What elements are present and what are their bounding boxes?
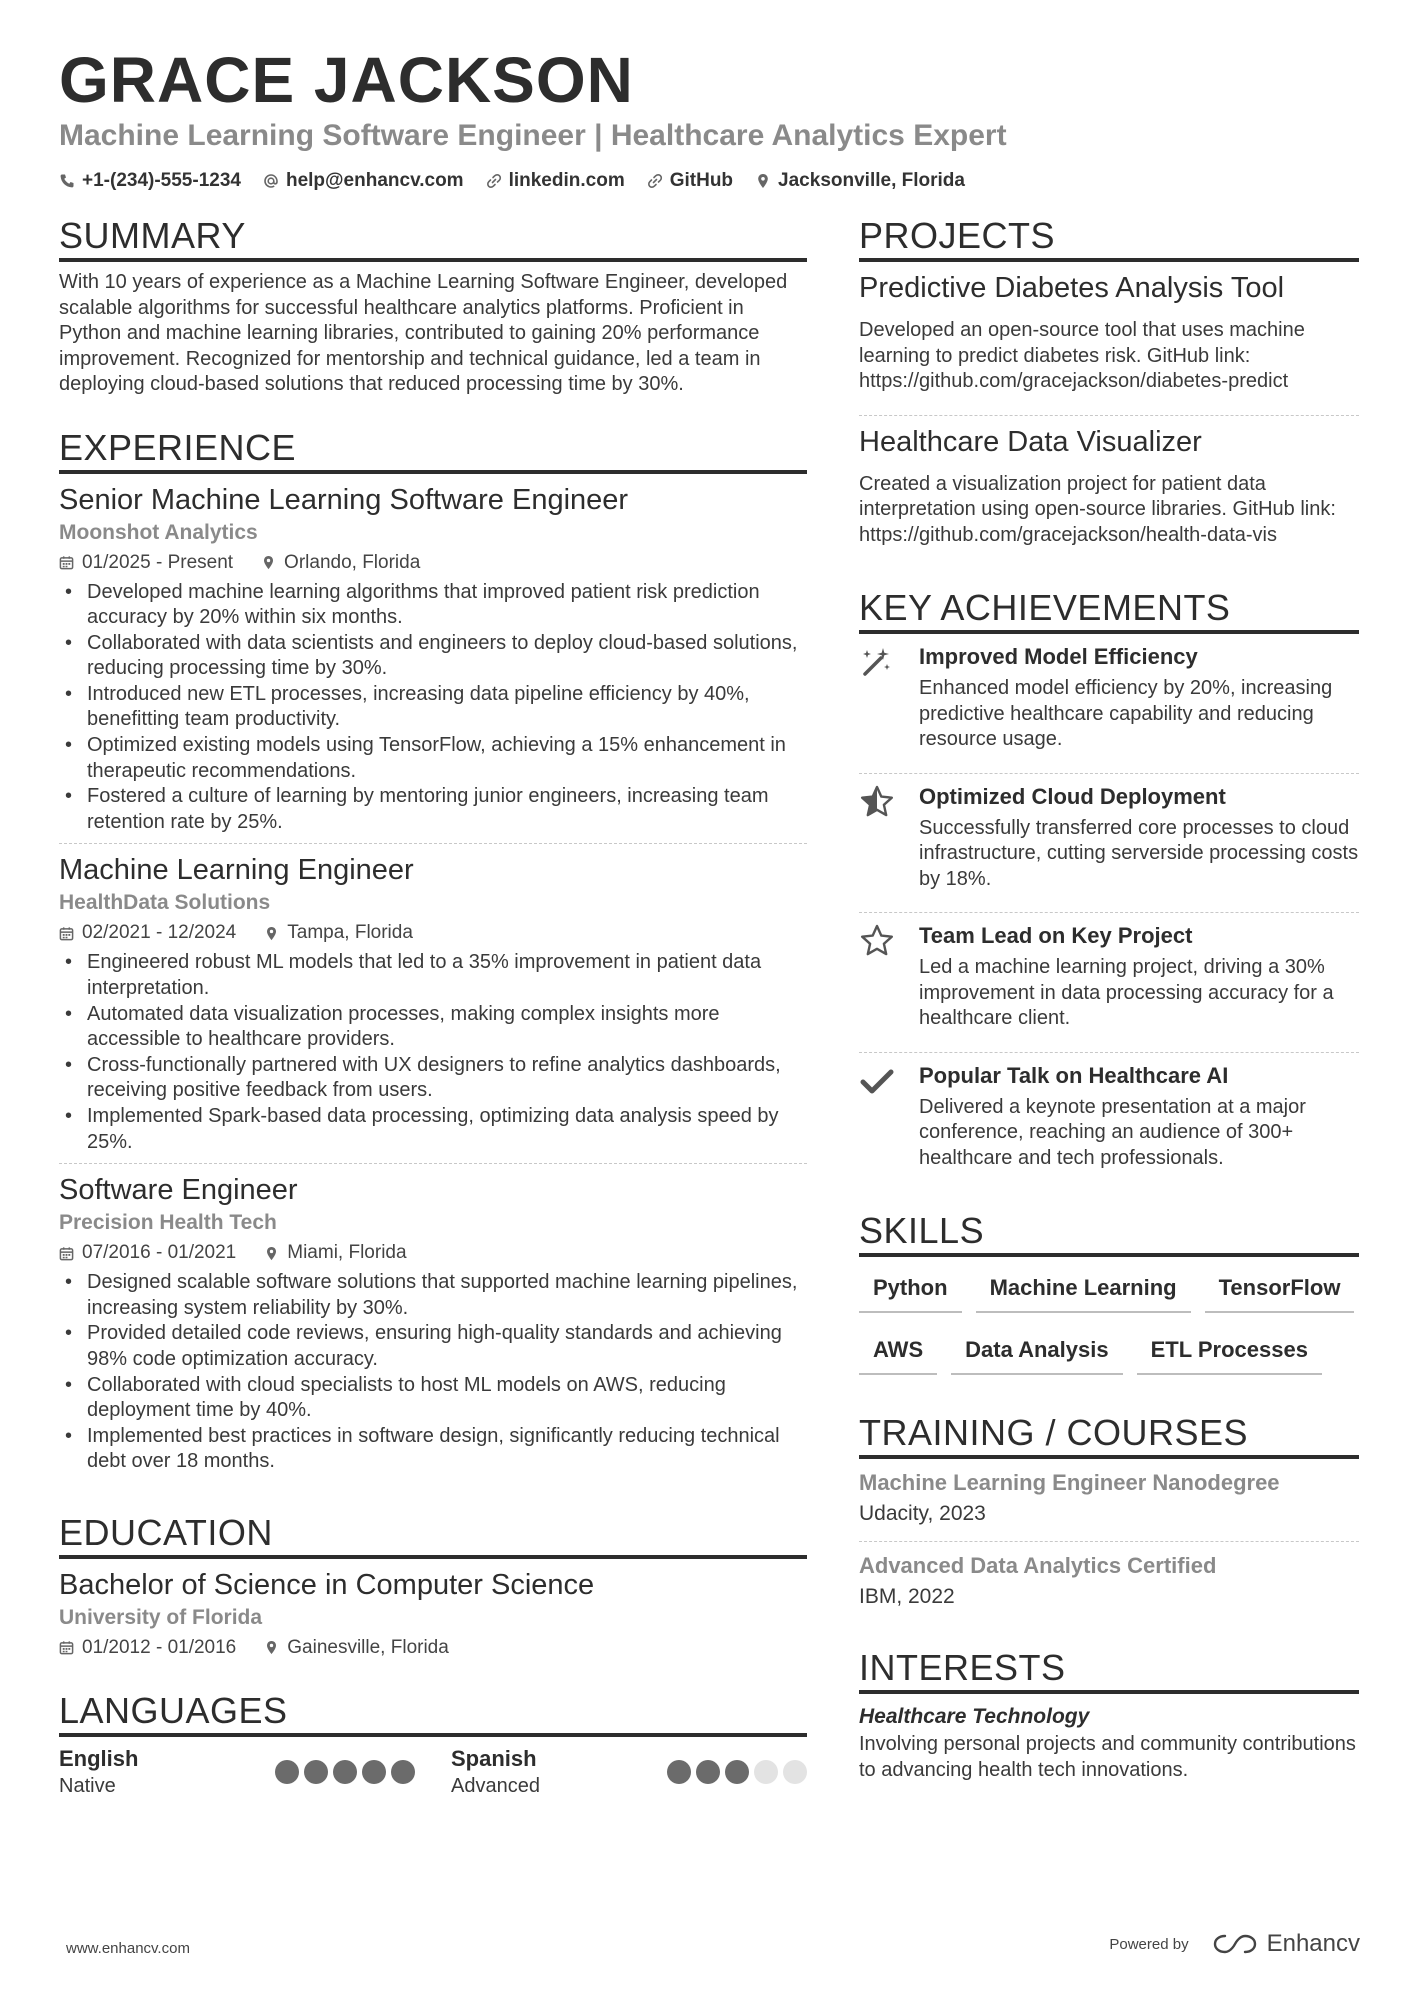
- job-bullet: • Collaborated with data scientists and engineers to deploy cloud-based solutions, reducing processing time by 30%.: [59, 631, 807, 682]
- star-half-icon: [859, 784, 895, 820]
- job-meta: [59, 550, 807, 576]
- experience-entry: [59, 482, 807, 844]
- entry-divider: [59, 1163, 807, 1164]
- course-provider: IBM, 2022: [859, 1585, 955, 1608]
- contact-email-text: help@enhancv.com: [285, 170, 464, 191]
- location-icon: [261, 555, 276, 570]
- training-section: [859, 1411, 1359, 1618]
- job-meta: [59, 920, 807, 946]
- candidate-name: GRACE JACKSON: [59, 44, 634, 116]
- contact-linkedin-text: linkedin.com: [508, 170, 625, 191]
- company-name: HealthData Solutions: [59, 891, 271, 915]
- education-meta: [59, 1635, 807, 1661]
- achievement-icon: [859, 1061, 903, 1172]
- interest-text: Involving personal projects and community contributions to advancing health tech innovations.: [859, 1733, 1356, 1781]
- language-item: [59, 1745, 415, 1799]
- achievement-item: [859, 921, 1359, 1042]
- job-bullet: • Automated data visualization processes, making complex insights more accessible to healthcare providers.: [59, 1002, 807, 1053]
- job-bullet: • Designed scalable software solutions that supported machine learning pipelines, increasing system reliability by 30%.: [59, 1270, 807, 1321]
- achievement-item: [859, 782, 1359, 903]
- education-dates-text: 01/2012 - 01/2016: [82, 1636, 237, 1658]
- course-title: Machine Learning Engineer Nanodegree: [859, 1470, 1280, 1495]
- job-bullet: • Optimized existing models using TensorFlow, achieving a 15% enhancement in therapeutic recommendations.: [59, 733, 807, 784]
- language-rating: [275, 1760, 415, 1784]
- job-dates-text: 01/2025 - Present: [82, 551, 234, 573]
- location-icon: [264, 1246, 279, 1261]
- language-info: [451, 1745, 540, 1799]
- job-location-text: Orlando, Florida: [284, 551, 421, 573]
- course-title: Advanced Data Analytics Certified: [859, 1553, 1217, 1578]
- left-column: [59, 214, 807, 1827]
- enhancv-logo-icon: [1211, 1931, 1259, 1957]
- entry-divider: [59, 843, 807, 844]
- entry-divider: [859, 1541, 1359, 1542]
- language-list: [59, 1745, 807, 1799]
- achievement-icon: [859, 782, 903, 893]
- project-title: Healthcare Data Visualizer: [859, 425, 1202, 458]
- rating-dot-filled: [391, 1760, 415, 1784]
- job-title: Machine Learning Engineer: [59, 854, 414, 887]
- contact-github[interactable]: [647, 168, 733, 194]
- course-item: [859, 1550, 1359, 1618]
- link-icon: [647, 173, 663, 189]
- achievement-title: Optimized Cloud Deployment: [919, 783, 1226, 809]
- skill-tag: Data Analysis: [951, 1331, 1122, 1375]
- phone-icon: [59, 173, 75, 189]
- language-name: English: [59, 1745, 139, 1771]
- contact-phone[interactable]: [59, 168, 241, 194]
- achievement-text: Led a machine learning project, driving a 30% improvement in data processing accuracy for a healthcare client.: [919, 956, 1334, 1029]
- rating-dot-filled: [304, 1760, 328, 1784]
- skills-heading: SKILLS: [859, 1209, 1359, 1257]
- achievement-text: Delivered a keynote presentation at a major conference, reaching an audience of 300+ healthcare and tech professionals.: [919, 1095, 1306, 1169]
- summary-section: [59, 214, 807, 398]
- projects-section: [859, 214, 1359, 558]
- job-meta: [59, 1240, 807, 1266]
- job-dates-text: 02/2021 - 12/2024: [82, 922, 237, 944]
- rating-dot-filled: [725, 1760, 749, 1784]
- contact-github-text: GitHub: [669, 170, 734, 191]
- rating-dot-filled: [696, 1760, 720, 1784]
- job-bullet: • Implemented Spark-based data processing, optimizing data analysis speed by 25%.: [59, 1104, 807, 1155]
- language-item: [451, 1745, 807, 1799]
- experience-entry: [59, 1172, 807, 1483]
- achievement-content: [919, 642, 1359, 753]
- education-dates: [59, 1635, 236, 1661]
- right-column: [859, 214, 1359, 1811]
- project-item: [859, 270, 1359, 405]
- contact-location: [755, 168, 965, 194]
- languages-heading: LANGUAGES: [59, 1689, 807, 1737]
- contact-email[interactable]: [263, 168, 464, 194]
- project-title: Predictive Diabetes Analysis Tool: [859, 272, 1285, 304]
- achievements-heading: KEY ACHIEVEMENTS: [859, 586, 1359, 634]
- projects-heading: PROJECTS: [859, 214, 1359, 262]
- project-description: Developed an open-source tool that uses machine learning to predict diabetes risk. GitHub link: https://github.com/gracejackson/diabetes-predict: [859, 319, 1305, 392]
- at-icon: [263, 173, 279, 189]
- interest-title: Healthcare Technology: [859, 1705, 1090, 1728]
- job-dates: [59, 920, 236, 946]
- achievement-content: [919, 1061, 1359, 1172]
- achievement-title: Popular Talk on Healthcare AI: [919, 1062, 1229, 1088]
- achievements-section: [859, 586, 1359, 1181]
- powered-by-text: Powered by: [1109, 1935, 1189, 1953]
- magic-wand-icon: [859, 644, 895, 680]
- job-bullet: • Collaborated with cloud specialists to host ML models on AWS, reducing deployment time by 40%.: [59, 1373, 807, 1424]
- entry-divider: [859, 912, 1359, 913]
- skill-tag: ETL Processes: [1137, 1331, 1322, 1375]
- interests-heading: INTERESTS: [859, 1646, 1359, 1694]
- school-name: University of Florida: [59, 1605, 263, 1629]
- skill-list: [859, 1269, 1359, 1383]
- experience-section: [59, 426, 807, 1483]
- footer-branding: [1109, 1930, 1360, 1958]
- job-location-text: Miami, Florida: [287, 1242, 407, 1264]
- achievement-title: Team Lead on Key Project: [919, 923, 1193, 948]
- contact-phone-text: +1-(234)-555-1234: [82, 170, 241, 191]
- achievement-icon: [859, 642, 903, 753]
- job-title: Software Engineer: [59, 1174, 298, 1207]
- project-item: [859, 424, 1359, 559]
- skill-tag: Machine Learning: [976, 1269, 1191, 1313]
- course-provider: Udacity, 2023: [859, 1502, 986, 1525]
- contact-location-text: Jacksonville, Florida: [778, 170, 965, 191]
- experience-heading: EXPERIENCE: [59, 426, 807, 474]
- checkmark-icon: [859, 1063, 895, 1099]
- achievement-text: Enhanced model efficiency by 20%, increasing predictive healthcare capability and reducing resource usage.: [919, 677, 1333, 750]
- job-location: [261, 550, 420, 576]
- rating-dot-filled: [362, 1760, 386, 1784]
- achievement-title: Improved Model Efficiency: [919, 644, 1198, 669]
- job-bullets: [59, 950, 807, 1155]
- achievement-item: [859, 642, 1359, 763]
- calendar-icon: [59, 1246, 74, 1261]
- language-rating: [667, 1760, 807, 1784]
- achievement-item: [859, 1061, 1359, 1182]
- job-bullet: • Cross-functionally partnered with UX designers to refine analytics dashboards, receiving positive feedback from users.: [59, 1053, 807, 1104]
- training-heading: TRAINING / COURSES: [859, 1411, 1359, 1459]
- job-location: [264, 1240, 406, 1266]
- job-dates: [59, 550, 233, 576]
- degree-title: Bachelor of Science in Computer Science: [59, 1568, 595, 1601]
- interests-section: [859, 1646, 1359, 1783]
- link-icon: [486, 173, 502, 189]
- contact-linkedin[interactable]: [486, 168, 625, 194]
- job-bullets: [59, 1270, 807, 1475]
- candidate-headline: Machine Learning Software Engineer | Healthcare Analytics Expert: [59, 119, 1007, 152]
- language-name: Spanish: [451, 1745, 537, 1771]
- contact-bar: [59, 168, 965, 194]
- job-title: Senior Machine Learning Software Engineer: [59, 483, 629, 516]
- language-level: Native: [59, 1774, 116, 1797]
- skill-tag: TensorFlow: [1205, 1269, 1355, 1313]
- languages-section: [59, 1689, 807, 1799]
- calendar-icon: [59, 926, 74, 941]
- job-bullet: • Engineered robust ML models that led to a 35% improvement in patient data interpretation.: [59, 950, 807, 1001]
- entry-divider: [859, 415, 1359, 416]
- education-location: [264, 1635, 449, 1661]
- job-location-text: Tampa, Florida: [287, 922, 413, 944]
- footer-website[interactable]: www.enhancv.com: [66, 1940, 190, 1957]
- job-dates-text: 07/2016 - 01/2021: [82, 1242, 237, 1264]
- star-outline-icon: [859, 923, 895, 959]
- achievement-content: [919, 782, 1359, 893]
- project-description: Created a visualization project for patient data interpretation using open-source libraries. GitHub link: https://github.com/gracejackson/health-data-vis: [859, 472, 1336, 546]
- job-bullet: • Provided detailed code reviews, ensuring high-quality standards and achieving 98% code optimization accuracy.: [59, 1321, 807, 1372]
- skill-tag: AWS: [859, 1331, 937, 1375]
- skill-tag: Python: [859, 1269, 962, 1313]
- achievement-text: Successfully transferred core processes to cloud infrastructure, cutting serverside processing costs by 18%.: [919, 816, 1359, 890]
- education-section: [59, 1511, 807, 1661]
- rating-dot-empty: [783, 1760, 807, 1784]
- education-location-text: Gainesville, Florida: [287, 1636, 449, 1658]
- enhancv-logo[interactable]: [1211, 1930, 1360, 1958]
- achievement-content: [919, 921, 1359, 1032]
- calendar-icon: [59, 1640, 74, 1655]
- rating-dot-empty: [754, 1760, 778, 1784]
- location-icon: [264, 926, 279, 941]
- achievement-icon: [859, 921, 903, 1032]
- job-dates: [59, 1240, 236, 1266]
- job-bullets: [59, 580, 807, 836]
- education-heading: EDUCATION: [59, 1511, 807, 1559]
- rating-dot-filled: [333, 1760, 357, 1784]
- job-bullet: • Introduced new ETL processes, increasing data pipeline efficiency by 40%, benefitting team productivity.: [59, 682, 807, 733]
- location-icon: [755, 173, 771, 189]
- skills-section: [859, 1209, 1359, 1383]
- job-bullet: • Implemented best practices in software design, significantly reducing technical debt over 18 months.: [59, 1424, 807, 1475]
- job-location: [264, 920, 413, 946]
- company-name: Moonshot Analytics: [59, 520, 258, 544]
- job-bullet: • Developed machine learning algorithms that improved patient risk prediction accuracy by 20% within six months.: [59, 580, 807, 631]
- job-bullet: • Fostered a culture of learning by mentoring junior engineers, increasing team retention rate by 25%.: [59, 784, 807, 835]
- summary-text: With 10 years of experience as a Machine Learning Software Engineer, developed scalable algorithms for successful healthcare analytics platforms. Proficient in Python and machine learning libraries, contributed to gaining 20% performance improvement. Recognized for mentorship and technical guidance, led a team in deploying cloud-based solutions that reduced processing time by 30%.: [59, 271, 788, 395]
- summary-heading: SUMMARY: [59, 214, 807, 262]
- calendar-icon: [59, 555, 74, 570]
- language-info: [59, 1745, 138, 1799]
- location-icon: [264, 1640, 279, 1655]
- rating-dot-filled: [275, 1760, 299, 1784]
- language-level: Advanced: [451, 1774, 540, 1797]
- course-item: [859, 1467, 1359, 1535]
- brand-name: Enhancv: [1266, 1930, 1360, 1957]
- entry-divider: [859, 1052, 1359, 1053]
- rating-dot-filled: [667, 1760, 691, 1784]
- experience-entry: [59, 852, 807, 1163]
- company-name: Precision Health Tech: [59, 1211, 277, 1235]
- entry-divider: [859, 773, 1359, 774]
